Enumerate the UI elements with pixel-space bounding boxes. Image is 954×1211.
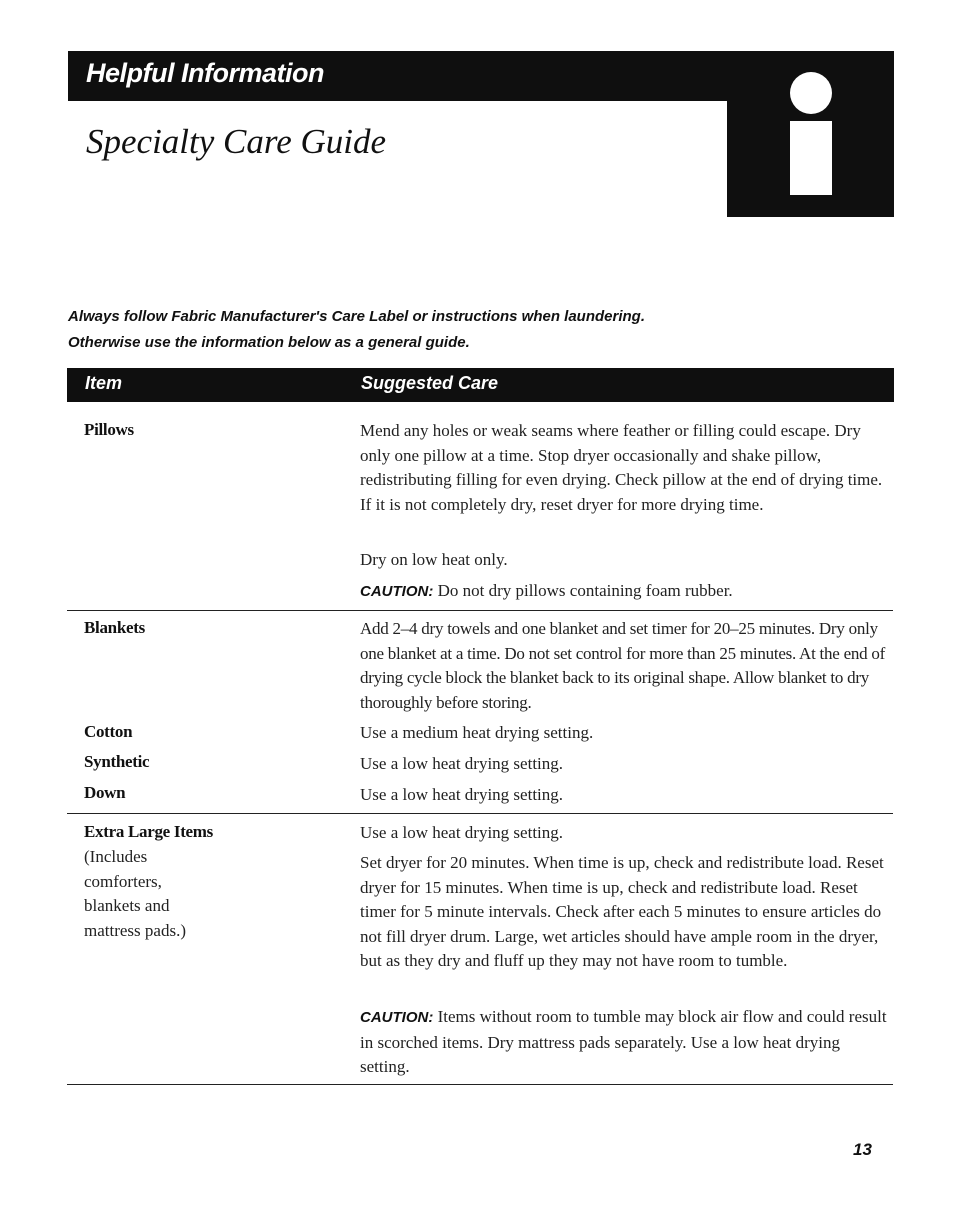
item-sublabel-extra-large-items: (Includes comforters, blankets and mattress pads.) — [84, 847, 186, 940]
item-label-blankets: Blankets — [84, 618, 145, 637]
caution-extra-large — [360, 1005, 890, 1080]
care-text-blankets-1: Add 2–4 dry towels and one blanket and set timer for 20–25 minutes. Dry only one blanket at a time. Do not set control for more than 25 minutes. At the end of drying cycle block the blanket back to its original shape. Allow blanket to dry thoroughly before storing. — [360, 619, 886, 712]
item-label-pillows: Pillows — [84, 420, 134, 439]
info-icon-stem — [790, 121, 832, 195]
care-text-down: Use a low heat drying setting. — [360, 785, 564, 804]
row-divider — [67, 1084, 893, 1085]
intro-line-2: Otherwise use the information below as a general guide. — [68, 334, 470, 351]
column-header-suggested-care: Suggested Care — [361, 373, 499, 393]
care-text-extra-large-1: Use a low heat drying setting. — [360, 823, 564, 842]
row-divider — [67, 813, 893, 814]
item-label-down: Down — [84, 783, 126, 802]
care-text-extra-large-2: Set dryer for 20 minutes. When time is up, check and redistribute load. Reset dryer for 15 minutes. When time is up, check and redistribute load. Reset timer for 5 minute intervals. Check after each 5 minutes to ensure articles do not fill dryer drum. Large, wet articles should have ample room in the dryer, but as they dry and fluff up they may not have room to tumble. — [360, 853, 884, 970]
care-text-pillows-1: Mend any holes or weak seams where feather or filling could escape. Dry only one pillow at a time. Stop dryer occasionally and shake pillow, redistributing filling for even drying. Check pillow at the end of drying time. If it is not completely dry, reset dryer for more drying time. — [360, 421, 883, 514]
care-text-pillows-2: Dry on low heat only. — [360, 550, 508, 569]
page-number: 13 — [853, 1140, 872, 1159]
item-label-cotton: Cotton — [84, 722, 133, 741]
care-text-synthetic: Use a low heat drying setting. — [360, 754, 564, 773]
row-divider — [67, 610, 893, 611]
caution-text: Do not dry pillows containing foam rubber. — [433, 581, 733, 600]
item-label-extra-large-items: Extra Large Items — [84, 822, 213, 841]
caution-pillows — [360, 579, 890, 605]
care-text-cotton: Use a medium heat drying setting. — [360, 723, 594, 742]
column-header-item: Item — [85, 373, 123, 393]
caution-label: CAUTION: — [360, 583, 434, 600]
section-title: Helpful Information — [86, 58, 324, 88]
caution-text: Items without room to tumble may block air flow and could result in scorched items. Dry mattress pads separately. Use a low heat drying setting. — [360, 1007, 887, 1076]
page-title: Specialty Care Guide — [86, 122, 387, 161]
intro-line-1: Always follow Fabric Manufacturer's Care Label or instructions when laundering. — [68, 308, 646, 325]
caution-label: CAUTION: — [360, 1009, 434, 1026]
item-label-synthetic: Synthetic — [84, 752, 150, 771]
info-icon-dot — [790, 72, 832, 114]
